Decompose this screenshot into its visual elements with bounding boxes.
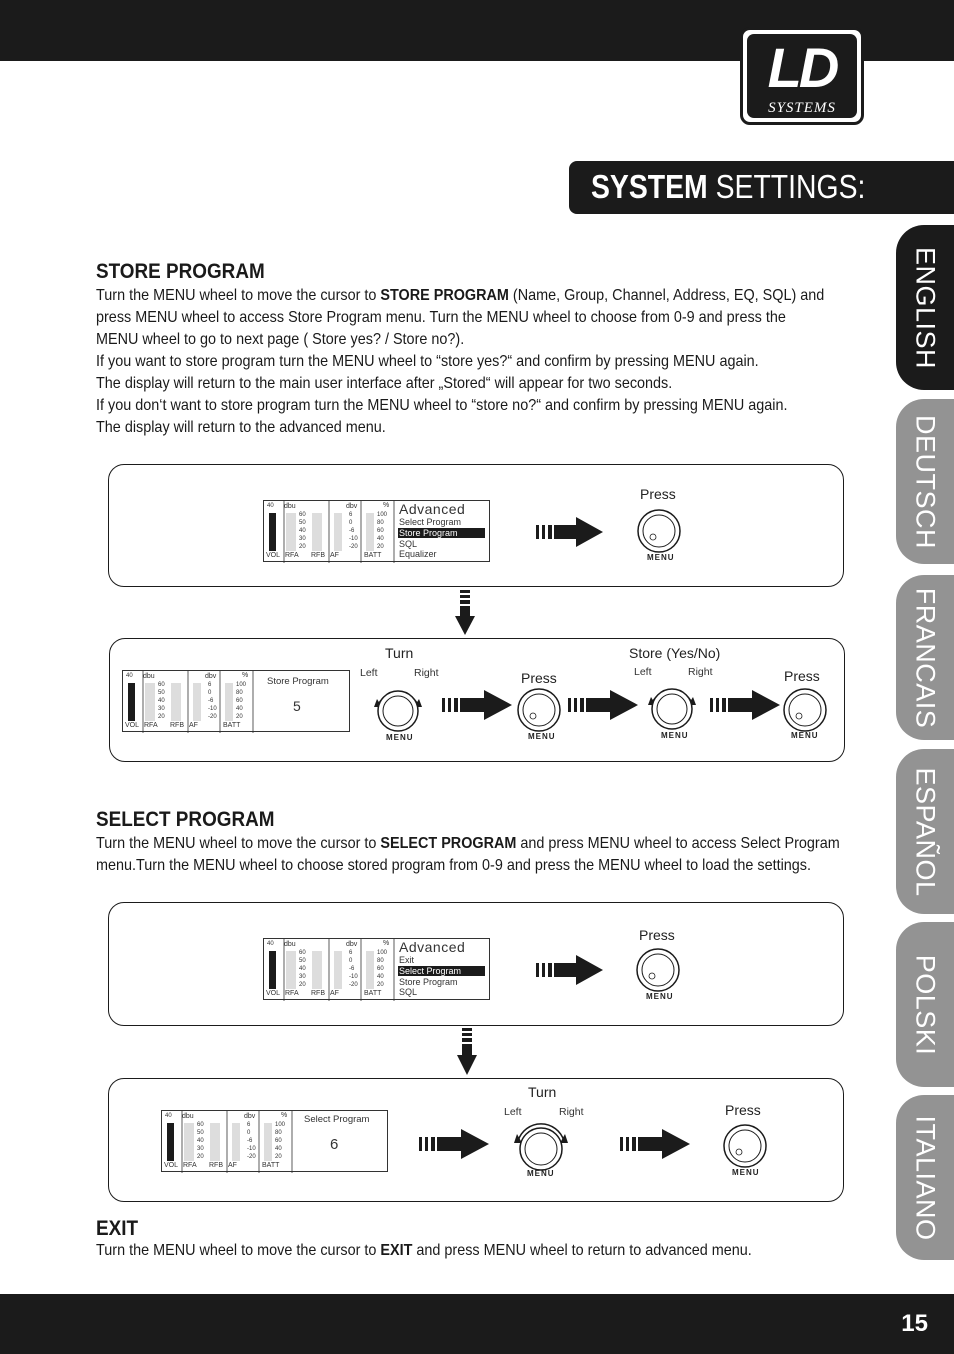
dbu-scale: 60 50 40 30 20 — [299, 950, 306, 988]
menu-title: Advanced — [399, 501, 466, 517]
arrow-icon — [536, 955, 606, 985]
menu-knob-icon — [722, 1123, 768, 1169]
menu-item-selected: Select Program — [399, 966, 462, 976]
menu-item: Equalizer — [399, 549, 437, 559]
pct-scale: 100 80 60 40 20 — [377, 512, 388, 550]
turn-label: Turn — [528, 1084, 557, 1100]
press-label: Press — [725, 1102, 761, 1118]
store-line-2: press MENU wheel to access Store Program menu. Turn the MENU wheel to choose from 0-9 and press the — [96, 309, 786, 326]
pct-scale: 100 80 60 40 20 — [275, 1122, 286, 1160]
rfb-label: RFB — [209, 1162, 223, 1169]
menu-knob-icon — [635, 947, 681, 993]
down-arrow-icon — [454, 590, 476, 636]
dbv-scale: 6 0 -6 -10 -20 — [349, 512, 358, 550]
arrow-icon — [568, 690, 640, 720]
store-line-7: The display will return to the advanced menu. — [96, 419, 386, 436]
knob-label: MENU — [791, 731, 819, 740]
rotate-knob-icon — [372, 683, 424, 737]
vol-top: 40 — [165, 1113, 172, 1119]
left-label: Left — [360, 667, 378, 679]
screen-value: 6 — [330, 1136, 339, 1153]
lcd-display — [263, 500, 490, 562]
menu-item: SQL — [399, 539, 418, 549]
vol-label: VOL — [266, 552, 281, 559]
screen-title: Store Program — [267, 676, 329, 687]
dbu-label: dbu — [284, 941, 296, 948]
knob-label: MENU — [647, 553, 675, 562]
menu-item-selected: Store Program — [399, 528, 458, 538]
diagram-select-step2 — [108, 1078, 844, 1202]
knob-label: MENU — [661, 731, 689, 740]
screen-title: Select Program — [304, 1114, 370, 1125]
press-label: Press — [521, 670, 557, 686]
menu-title: Advanced — [399, 939, 466, 955]
dbu-scale: 60 50 40 30 20 — [299, 512, 306, 550]
af-label: AF — [330, 990, 339, 997]
right-label: Right — [688, 666, 713, 678]
dbv-label: dbv — [244, 1113, 256, 1120]
tab-english[interactable]: ENGLISH — [896, 225, 954, 390]
rotate-knob-icon — [512, 1117, 570, 1173]
turn-label: Turn — [385, 645, 414, 661]
af-label: AF — [330, 552, 339, 559]
right-label: Right — [559, 1106, 584, 1118]
pct-label: % — [383, 940, 390, 947]
menu-knob-icon — [782, 687, 828, 733]
lcd-display — [263, 938, 490, 1000]
knob-label: MENU — [386, 733, 414, 742]
press-label: Press — [784, 668, 820, 684]
pct-label: % — [383, 502, 390, 509]
knob-label: MENU — [527, 1169, 555, 1178]
vol-label: VOL — [125, 722, 140, 729]
rfa-label: RFA — [285, 552, 299, 559]
select-line-2: menu.Turn the MENU wheel to choose stored program from 0-9 and press the MENU wheel to load the settings. — [96, 857, 812, 874]
vol-label: VOL — [164, 1162, 179, 1169]
arrow-icon — [710, 690, 782, 720]
select-program-heading: SELECT PROGRAM — [96, 808, 275, 831]
dbu-label: dbu — [182, 1113, 194, 1120]
store-line-6: If you don‘t want to store program turn the MENU wheel to “store no?“ and confirm by pressing MENU again. — [96, 397, 788, 414]
arrow-icon — [442, 690, 514, 720]
menu-knob-icon — [516, 687, 562, 733]
store-line-4: If you want to store program turn the MENU wheel to “store yes?“ and confirm by pressing MENU again. — [96, 353, 759, 370]
menu-item: SQL — [399, 987, 418, 997]
page-title: SYSTEM SETTINGS: — [591, 168, 866, 205]
rfa-label: RFA — [285, 990, 299, 997]
vol-top: 40 — [267, 941, 274, 947]
knob-label: MENU — [646, 992, 674, 1001]
menu-item: Exit — [399, 955, 415, 965]
left-label: Left — [504, 1106, 522, 1118]
dbu-scale: 60 50 40 30 20 — [158, 682, 165, 720]
select-line-1: Turn the MENU wheel to move the cursor to SELECT PROGRAM and press MENU wheel to access Select Program — [96, 835, 840, 852]
menu-item: Select Program — [399, 517, 462, 527]
dbv-label: dbv — [346, 503, 358, 510]
dbv-label: dbv — [205, 673, 217, 680]
knob-label: MENU — [528, 732, 556, 741]
left-label: Left — [634, 666, 652, 678]
store-line-1: Turn the MENU wheel to move the cursor to STORE PROGRAM (Name, Group, Channel, Address, EQ, SQL) and — [96, 287, 825, 304]
store-yes-no-label: Store (Yes/No) — [629, 645, 721, 661]
af-label: AF — [189, 722, 198, 729]
dbu-label: dbu — [143, 673, 155, 680]
press-label: Press — [639, 927, 675, 943]
dbv-scale: 6 0 -6 -10 -20 — [247, 1122, 256, 1160]
arrow-icon — [620, 1129, 692, 1159]
rfa-label: RFA — [183, 1162, 197, 1169]
pct-scale: 100 80 60 40 20 — [377, 950, 388, 988]
pct-label: % — [242, 672, 249, 679]
batt-label: BATT — [364, 552, 382, 559]
tab-deutsch[interactable]: DEUTSCH — [896, 399, 954, 564]
exit-line-1: Turn the MENU wheel to move the cursor to EXIT and press MENU wheel to return to advanced menu. — [96, 1242, 752, 1259]
dbv-scale: 6 0 -6 -10 -20 — [208, 682, 217, 720]
tab-francais[interactable]: FRANCAIS — [896, 575, 954, 740]
af-label: AF — [228, 1162, 237, 1169]
tab-espanol[interactable]: ESPAÑOL — [896, 749, 954, 914]
right-label: Right — [414, 667, 439, 679]
menu-knob-icon — [636, 508, 682, 554]
arrow-icon — [419, 1129, 491, 1159]
batt-label: BATT — [364, 990, 382, 997]
vol-top: 40 — [267, 503, 274, 509]
logo-main: LD — [767, 36, 837, 99]
diagram-select-step1 — [108, 902, 844, 1026]
rfb-label: RFB — [170, 722, 184, 729]
logo-sub: SYSTEMS — [768, 100, 836, 116]
knob-label: MENU — [732, 1168, 760, 1177]
rfa-label: RFA — [144, 722, 158, 729]
store-program-heading: STORE PROGRAM — [96, 260, 265, 283]
dbv-scale: 6 0 -6 -10 -20 — [349, 950, 358, 988]
bottom-bar — [0, 1294, 954, 1354]
dbu-label: dbu — [284, 503, 296, 510]
exit-heading: EXIT — [96, 1217, 139, 1240]
screen-value: 5 — [293, 698, 301, 714]
arrow-icon — [536, 517, 606, 547]
section-title-bar — [569, 161, 954, 214]
diagram-store-step2 — [109, 638, 845, 762]
lcd-display — [122, 670, 350, 732]
pct-label: % — [281, 1112, 288, 1119]
menu-item: Store Program — [399, 977, 458, 987]
diagram-store-step1 — [108, 464, 844, 587]
lcd-display — [161, 1110, 388, 1172]
pct-scale: 100 80 60 40 20 — [236, 682, 247, 720]
batt-label: BATT — [262, 1162, 280, 1169]
rfb-label: RFB — [311, 552, 325, 559]
store-line-5: The display will return to the main user interface after „Stored“ will appear for two seconds. — [96, 375, 673, 392]
batt-label: BATT — [223, 722, 241, 729]
vol-label: VOL — [266, 990, 281, 997]
rfb-label: RFB — [311, 990, 325, 997]
tab-polski[interactable]: POLSKI — [896, 922, 954, 1087]
store-line-3: MENU wheel to go to next page ( Store yes? / Store no?). — [96, 331, 465, 348]
down-arrow-icon — [456, 1028, 478, 1076]
vol-top: 40 — [126, 673, 133, 679]
dbv-label: dbv — [346, 941, 358, 948]
page-number: 15 — [901, 1310, 928, 1337]
ld-systems-logo — [740, 27, 864, 125]
dbu-scale: 60 50 40 30 20 — [197, 1122, 204, 1160]
tab-italiano[interactable]: ITALIANO — [896, 1095, 954, 1260]
rotate-knob-icon — [646, 681, 698, 735]
press-label: Press — [640, 486, 676, 502]
